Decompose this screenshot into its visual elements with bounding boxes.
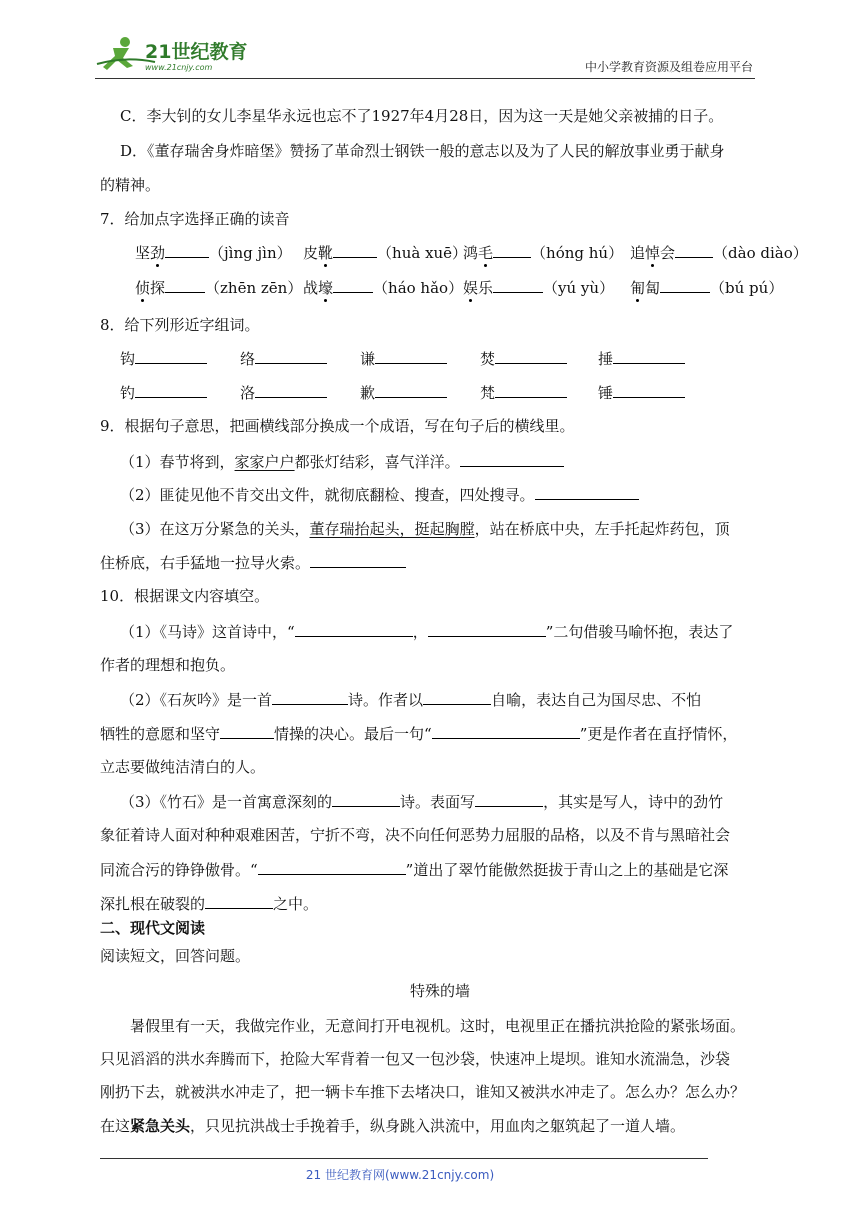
q10-part-2-end: 立志要做纯洁清白的人。 (100, 758, 266, 776)
reading-instruction: 阅读短文，回答问题。 (100, 947, 251, 965)
q9-title: 9．根据句子意思，把画横线部分换成一个成语，写在句子后的横线里。 (100, 417, 575, 435)
story-line: 在这紧急关头，只见抗洪战士手挽着手，纵身跳入洪流中，用血肉之躯筑起了一道人墙。 (100, 1117, 686, 1135)
q7-item-5: 侦探 （zhēn zēn） (135, 279, 303, 297)
q7-item-4: 追悼会 （dào diào） (630, 244, 808, 262)
platform-name: 中小学教育资源及组卷应用平台 (584, 60, 753, 74)
q7-item-2: 皮靴 （huà xuē） (303, 244, 468, 262)
story-line: 刚扔下去，就被洪水冲走了，把一辆卡车推下去堵决口，谁知又被洪水冲走了。怎么办？怎么办？ (100, 1083, 746, 1101)
story-line: 只见滔滔的洪水奔腾而下，抢险大军背着一包又一包沙袋，快速冲上堤坝。谁知水流湍急，沙袋 (100, 1050, 731, 1068)
q10-part-2: （2）《石灰吟》是一首 诗。作者以 自喻，表达自己为国尽忠、不怕 (120, 691, 702, 709)
section-title: 二、现代文阅读 (100, 919, 206, 937)
q8-cell: 焚 (480, 348, 567, 369)
svg-text:21世纪教育: 21世纪教育 (145, 41, 248, 63)
q8-title: 8．给下列形近字组词。 (100, 316, 260, 334)
q7-item-7: 娱乐 （yú yù） (463, 279, 615, 297)
q8-cell: 锤 (598, 382, 685, 403)
svg-text:www.21cnjy.com: www.21cnjy.com (145, 63, 213, 72)
q8-cell: 洛 (240, 382, 327, 403)
q8-cell: 钓 (120, 382, 207, 403)
story-title: 特殊的墙 (410, 982, 471, 1000)
q9-sentence-2: （2）匪徒见他不肯交出文件，就彻底翻检、搜查，四处搜寻。 (120, 484, 639, 505)
page-footer: 21 世纪教育网(www.21cnjy.com) (305, 1168, 495, 1182)
story-line: 暑假里有一天，我做完作业，无意间打开电视机。这时，电视里正在播抗洪抢险的紧张场面。 (130, 1017, 746, 1035)
q10-part-2-cont: 牺牲的意愿和坚守 情操的决心。最后一句“ ”更是作者在直抒情怀， (100, 725, 738, 743)
q8-cell: 钩 (120, 348, 207, 369)
q7-item-6: 战壕 （háo hǎo） (303, 279, 464, 297)
q8-cell: 谦 (360, 348, 447, 369)
q10-part-3: （3）《竹石》是一首寓意深刻的 诗。表面写 ，其实是写人，诗中的劲竹 (120, 793, 724, 811)
option-d-line2: 的精神。 (100, 176, 161, 194)
q10-part-3-cont: 象征着诗人面对种种艰难困苦，宁折不弯，决不向任何恶势力屈服的品格，以及不肯与黑暗社会 (100, 826, 731, 844)
site-logo (95, 34, 265, 74)
q10-part-3-cont2: 同流合污的铮铮傲骨。“ ”道出了翠竹能傲然挺拔于青山之上的基础是它深 (100, 861, 729, 879)
q8-cell: 络 (240, 348, 327, 369)
q7-item-8: 匍匐 （bú pú） (630, 279, 784, 297)
q7-item-1: 坚劲 （jìng jìn） (135, 244, 292, 262)
footer-divider (100, 1158, 708, 1159)
page-header (95, 30, 755, 79)
q8-cell: 歉 (360, 382, 447, 403)
q10-part-1: （1）《马诗》这首诗中，“ ， ”二句借骏马喻怀抱，表达了 (120, 623, 734, 641)
option-d-line1: D．《董存瑞舍身炸暗堡》赞扬了革命烈士钢铁一般的意志以及为了人民的解放事业勇于献身 (120, 142, 725, 160)
q10-part-1-cont: 作者的理想和抱负。 (100, 656, 236, 674)
q10-part-3-end: 深扎根在破裂的 之中。 (100, 895, 319, 913)
q7-title: 7．给加点字选择正确的读音 (100, 210, 290, 228)
q8-cell: 梵 (480, 382, 567, 403)
q9-sentence-3-cont: 住桥底，右手猛地一拉导火索。 (100, 552, 406, 573)
option-c: C．李大钊的女儿李星华永远也忘不了1927年4月28日，因为这一天是她父亲被捕的日子。 (120, 107, 724, 125)
q10-title: 10．根据课文内容填空。 (100, 587, 270, 605)
q9-sentence-1: （1）春节将到，家家户户都张灯结彩，喜气洋洋。 (120, 451, 564, 472)
q8-cell: 捶 (598, 348, 685, 369)
q7-item-3: 鸿毛 （hóng hú） (463, 244, 624, 262)
q9-sentence-3: （3）在这万分紧急的关头，董存瑞抬起头，挺起胸膛，站在桥底中央，左手托起炸药包，顶 (120, 520, 730, 538)
